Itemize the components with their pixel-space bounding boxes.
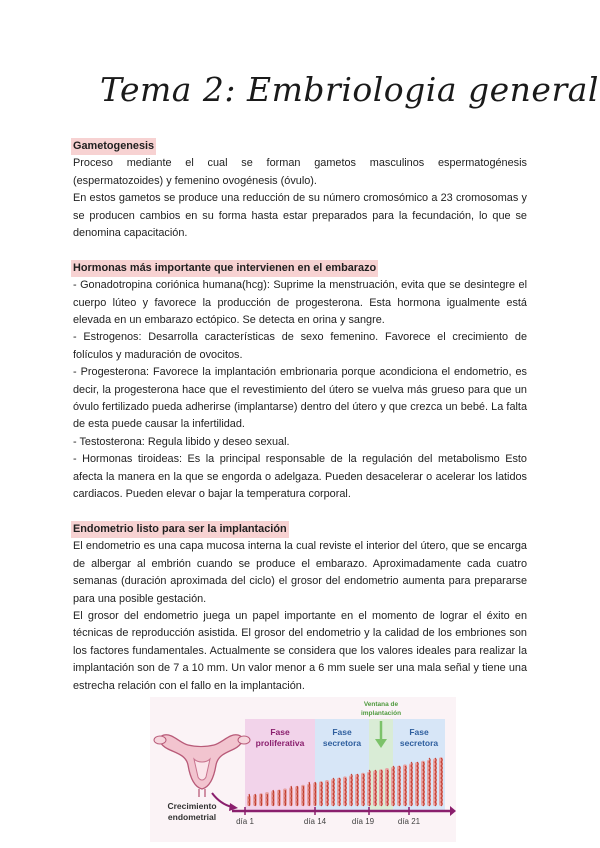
window-label-line-2: implantación xyxy=(360,710,402,717)
growth-label-line-1: Crecimiento xyxy=(167,801,217,811)
secretory-2-label-line-1: Fase xyxy=(409,727,429,737)
spiral-artery xyxy=(285,790,286,806)
hormone-item-thyroid: - Hormonas tiroideas: Es la principal responsable de la regulación del metabolismo Esto afecta la manera en la que se engorda o adelgaza. Pueden desacelerar o acelerar los latidos cardiacos. Pueden elevar o bajar la temperatura corporal. xyxy=(73,453,527,501)
hormone-item-testosterone: - Testosterona: Regula libido y deseo sexual. xyxy=(73,435,290,448)
hormone-item-hcg: - Gonadotropina coriónica humana(hcg): Suprime la menstruación, evita que se desintegre el cuerpo lúteo y favorece la producción de progesterona. Esta hormona igualmente está elevada en un embarazo ectópico. Se detecta en orina y sangre. xyxy=(73,279,527,327)
spiral-artery xyxy=(309,782,310,806)
gametogenesis-paragraph-2: En estos gametos se produce una reducción de su número cromosómico a 23 cromosomas y se producen cambios en su forma hasta estar preparados para la fecundación, lo que se denomina capacitación. xyxy=(73,192,527,240)
spiral-artery xyxy=(261,794,262,806)
day-label-14: día 14 xyxy=(303,817,327,826)
endometrium-heading: Endometrio listo para ser la implantación xyxy=(71,521,289,538)
endometrium-paragraph-1: El endometrio es una capa mucosa interna la cual reviste el interior del útero, que se encarga de albergar al embrión cuando se produce el embarazo. Aproximadamente cada cuatro semanas (duración aproximada del ciclo) el grosor del endometrio aumenta para prepararse para una posible gestación. xyxy=(73,540,527,605)
day-label-1: día 1 xyxy=(236,817,254,826)
document-body xyxy=(73,138,527,695)
endometrial-cycle-figure xyxy=(150,697,456,842)
day-label-21: día 21 xyxy=(397,817,421,826)
spiral-artery xyxy=(267,794,268,806)
hormones-heading: Hormonas más importante que intervienen en el embarazo xyxy=(71,260,378,277)
gametogenesis-heading: Gametogenesis xyxy=(71,138,156,155)
spiral-artery xyxy=(297,786,298,806)
spiral-artery xyxy=(315,782,316,806)
secretory-2-label-line-2: secretora xyxy=(399,738,439,748)
spiral-artery xyxy=(255,794,256,806)
spiral-artery xyxy=(249,794,250,806)
secretory-1-label-line-1: Fase xyxy=(332,727,352,737)
hormone-item-progesterone: - Progesterona: Favorece la implantación embrionaria porque acondiciona el endometrio, es decir, la progesterona hace que el revestimiento del útero se vuelva más grueso para que un óvulo fertilizado pueda adherirse (implantarse) dentro del útero y que crezca un bebé. La falta de esta puede causar la infertilidad. xyxy=(73,366,527,431)
endometrium-paragraph-2: El grosor del endometrio juega un papel importante en el momento de lograr el éxito en técnicas de reproducción asistida. El grosor del endometrio y la calidad de los embriones son los factores fundamentales. Actualmente se considera que los valores ideales para realizar la implantación son de 7 a 10 mm. Un valor menor a 6 mm suele ser una mala señal y tiene una estrecha relación con el fallo en la implantación. xyxy=(73,609,527,692)
secretory-1-label-line-2: secretora xyxy=(322,738,362,748)
proliferative-label-line-1: Fase xyxy=(270,727,290,737)
page-title: Tema 2: Embriologia general xyxy=(100,70,599,109)
spiral-artery xyxy=(273,790,274,806)
proliferative-label-line-2: proliferativa xyxy=(255,738,305,748)
spiral-artery xyxy=(291,786,292,806)
window-label-line-1: Ventana de xyxy=(363,701,399,708)
day-label-19: día 19 xyxy=(351,817,375,826)
spiral-artery xyxy=(279,790,280,806)
hormone-item-estrogen: - Estrogenos: Desarrolla características de sexo femenino. Favorece el crecimiento de folículos y maduración de ovocitos. xyxy=(73,331,527,361)
growth-label-line-2: endometrial xyxy=(167,812,217,822)
spiral-artery xyxy=(303,786,304,806)
gametogenesis-paragraph-1: Proceso mediante el cual se forman gametos masculinos espermatogénesis (espermatozoides) y femenino ovogénesis (óvulo). xyxy=(73,157,527,187)
